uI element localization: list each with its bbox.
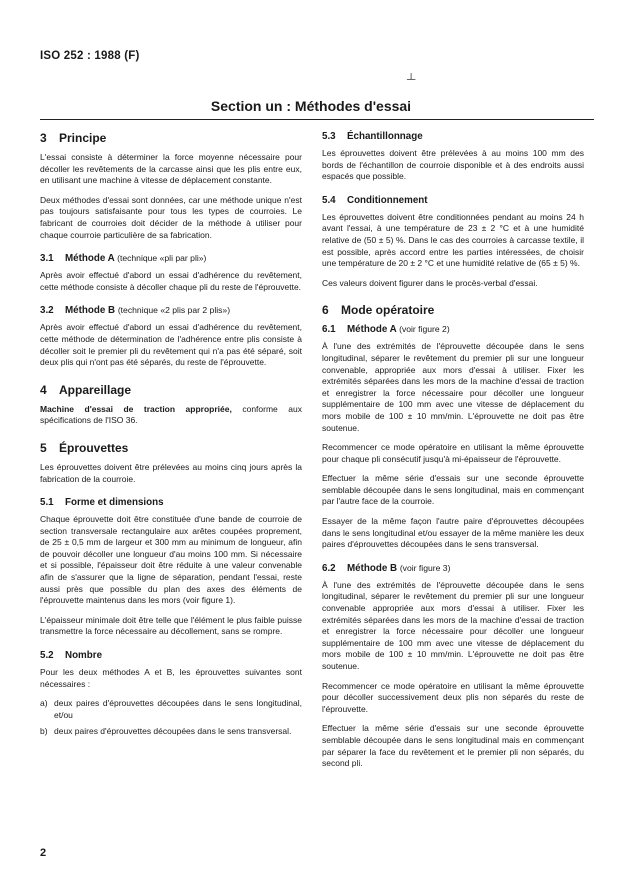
heading-3-2: 3.2 Méthode B (technique «2 plis par 2 plis») [40, 305, 231, 317]
heading-3: 3 Principe [40, 131, 107, 145]
section-title: Section un : Méthodes d'essai [210, 98, 412, 114]
heading-6-1: 6.1 Méthode A (voir figure 2) [322, 324, 450, 336]
list-item: b) deux paires d'éprouvettes découpées dans le sens transversal. [40, 726, 292, 737]
paragraph: Effectuer la même série d'essais sur une seconde éprouvette semblable découpée dans le sens longitudinal, mais en commençant par l'autre face de la courroie. [322, 473, 584, 507]
heading-6: 6 Mode opératoire [322, 303, 435, 318]
paragraph: Pour les deux méthodes A et B, les éprouvettes suivantes sont nécessaires : [40, 667, 302, 689]
page-number: 2 [40, 847, 47, 859]
paragraph: Recommencer ce mode opératoire en utilisant la même éprouvette pour chaque pli consécutif jusqu'à mi-épaisseur de l'éprouvette. [322, 442, 584, 464]
paragraph: Deux méthodes d'essai sont données, car une méthode unique n'est pas toujours satisfaisante pour tous les types de courroies. Le fabricant de courroies doit décider de la méthode à utiliser pour chaque courroie particulière de sa fabrication. [40, 194, 302, 240]
paragraph: Recommencer ce mode opératoire en utilisant la même éprouvette pour décoller successivement deux plis non séparés du reste de l'éprouvette. [322, 680, 584, 714]
specimen-list [40, 698, 302, 738]
title-rule [40, 119, 594, 120]
paragraph: Essayer de la même façon l'autre paire d'éprouvettes découpées dans le sens longitudinal et/ou essayer de la même manière les deux paires d'éprouvettes découpées dans le sens transversal. [322, 516, 584, 550]
paragraph: L'épaisseur minimale doit être telle que l'élément le plus faible puisse transmettre la force nécessaire au décollement, sans se rompre. [40, 614, 302, 637]
paragraph: À l'une des extrémités de l'éprouvette découpée dans le sens longitudinal, séparer le revêtement du premier pli sur une longueur convenable appropriée aux mors d'essai à utiliser. Fixer les extrémités séparées dans les mors de la machine d'essai de traction et enregistrer la force nécessaire pour décoller une longueur supplémentaire de 100 mm avec une vitesse de déplacement du mors mobile de 100 ± 10 mm/min. L'éprouvette ne doit pas être soutenue. [322, 579, 584, 671]
document-header: ISO 252 : 1988 (F) [40, 50, 140, 62]
paragraph: Effectuer la même série d'essais sur une seconde éprouvette semblable découpée dans le sens longitudinal mais en commençant par séparer la face du revêtement et le premier pli non séparés, du second pli. [322, 723, 584, 769]
heading-5-4: 5.4 Conditionnement [322, 194, 428, 206]
heading-3-1: 3.1 Méthode A (technique «pli par pli») [40, 253, 207, 265]
heading-5-3: 5.3 Échantillonnage [322, 131, 423, 142]
left-column [40, 131, 302, 743]
right-column [322, 131, 584, 778]
paragraph: Après avoir effectué d'abord un essai d'adhérence du revêtement, cette méthode de détermination de l'adhérence entre plis consiste à décoller soit le premier pli du revêtement qui n'a pas été séparé, soit deux plis qui n'ont pas été séparés, du reste de l'éprouvette. [40, 322, 302, 368]
heading-4: 4 Appareillage [40, 382, 132, 397]
paragraph: Machine d'essai de traction appropriée, conforme aux spécifications de l'ISO 36. [40, 403, 302, 426]
paragraph: Après avoir effectué d'abord un essai d'adhérence du revêtement, cette méthode consiste à décoller chaque pli du reste de l'éprouvette. [40, 270, 302, 292]
heading-5-2: 5.2 Nombre [40, 650, 103, 662]
paragraph: Les éprouvettes doivent être prélevées au moins cinq jours après la fabrication de la courroie. [40, 461, 302, 484]
heading-5: 5 Éprouvettes [40, 440, 129, 455]
paragraph: Ces valeurs doivent figurer dans le procès-verbal d'essai. [322, 277, 538, 288]
paragraph: Les éprouvettes doivent être conditionnées pendant au moins 24 h avant l'essai, à une température de 23 ± 2 °C et à une humidité relative de (50 ± 5) %. Dans le cas des courroies à carcasse textile, il est possible, après accord entre les parties intéressées, de choisir une température de 20 ± 2 °C et une humidité relative de (65 ± 5) %. [322, 211, 584, 269]
paragraph: À l'une des extrémités de l'éprouvette découpée dans le sens longitudinal, séparer le revêtement du premier pli sur une longueur convenable, appropriée aux mors d'essai à utiliser. Fixer les extrémités séparées dans les mors de la machine d'essai de traction et enregistrer la force nécessaire pour décoller une longueur supplémentaire de 100 mm avec une vitesse de déplacement du mors mobile de 100 ± 10 mm/min. L'éprouvette ne doit pas être soutenue. [322, 341, 584, 433]
list-item: a) deux paires d'éprouvettes découpées dans le sens longitudinal, et/ou [40, 698, 302, 720]
heading-5-1: 5.1 Forme et dimensions [40, 497, 164, 509]
scan-mark: ـلـ [407, 72, 416, 82]
paragraph: Chaque éprouvette doit être constituée d'une bande de courroie de section transversale rectangulaire aux arêtes coupées proprement, de 25 ± 0,5 mm de largeur et 300 mm au minimum de longueur, afin de pouvoir décoller une longueur d'au moins 100 mm. Si nécessaire et si possible, l'épaisseur doit être réduite à une valeur convenable afin de s'assurer que la ligne de séparation, pendant l'essai, reste aussi près que possible du plan des axes des éléments de l'éprouvette maintenus dans les mors (voir figure 1). [40, 514, 302, 606]
paragraph: L'essai consiste à déterminer la force moyenne nécessaire pour décoller les revêtements de la carcasse ainsi que les plis entre eux, en utilisant une machine à vitesse de déplacement constante. [40, 152, 302, 186]
paragraph: Les éprouvettes doivent être prélevées à au moins 100 mm des bords de l'échantillon de courroie disponible et à des endroits aussi espacés que possible. [322, 148, 584, 182]
heading-6-2: 6.2 Méthode B (voir figure 3) [322, 562, 451, 574]
